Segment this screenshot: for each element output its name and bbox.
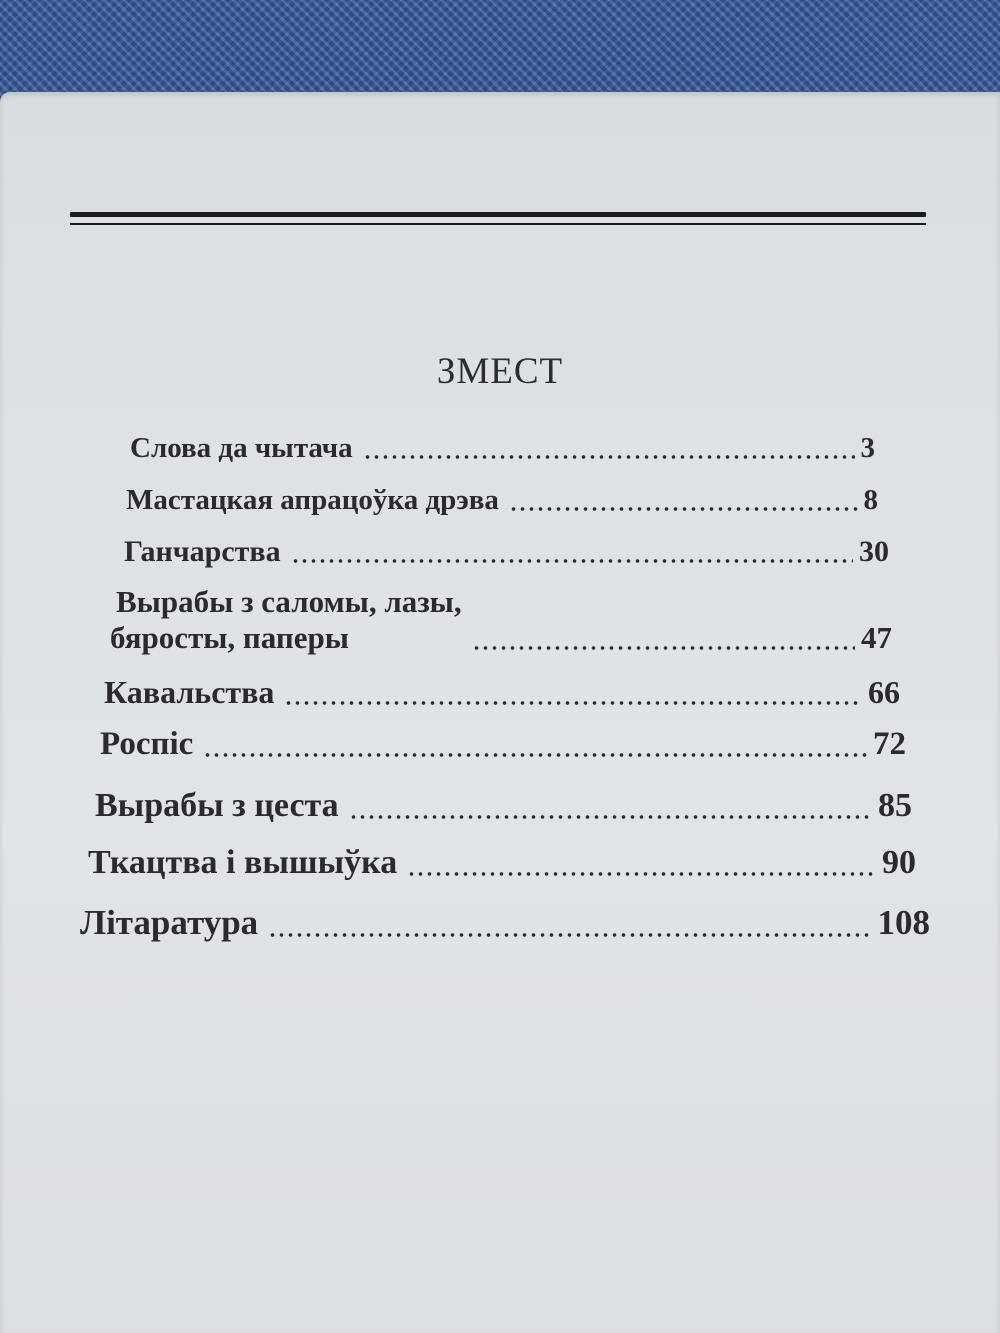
dot-leader bbox=[203, 753, 867, 757]
toc-entry-title-wrap bbox=[110, 584, 462, 656]
toc-entry-title-line2: бяросты, паперы bbox=[110, 620, 349, 655]
toc-entry-title: Ткацтва і вышыўка bbox=[88, 844, 398, 881]
toc-entry-title: Кавальства bbox=[104, 674, 275, 710]
toc-entry-title: Літаратура bbox=[80, 903, 259, 942]
table-of-contents bbox=[0, 92, 1000, 1333]
dot-leader bbox=[509, 507, 858, 511]
toc-entry bbox=[126, 484, 878, 517]
toc-entry bbox=[95, 787, 912, 825]
book-page bbox=[0, 92, 1000, 1333]
toc-entry bbox=[104, 674, 900, 711]
toc-entry bbox=[110, 584, 892, 656]
toc-entry-title: Слова да чытача bbox=[130, 432, 353, 464]
toc-entry-title: Ганчарства bbox=[124, 535, 281, 568]
dot-leader bbox=[349, 815, 872, 819]
toc-entry bbox=[100, 726, 906, 763]
toc-entry-title: Роспіс bbox=[100, 726, 194, 762]
toc-entry-page: 85 bbox=[878, 787, 912, 824]
toc-entry bbox=[88, 844, 916, 882]
toc-entry-title-line1: Вырабы з саломы, лазы, bbox=[116, 584, 462, 619]
dot-leader bbox=[363, 455, 855, 459]
toc-entry-title: Вырабы з цеста bbox=[95, 787, 339, 824]
toc-entry-page: 66 bbox=[868, 674, 900, 710]
contents-title: ЗМЕСТ bbox=[436, 351, 564, 392]
dot-leader bbox=[284, 701, 862, 705]
toc-entry-page: 3 bbox=[860, 432, 875, 464]
dot-leader bbox=[291, 559, 853, 563]
dot-leader bbox=[407, 872, 876, 876]
toc-entry-title: Мастацкая апрацоўка дрэва bbox=[126, 484, 499, 516]
toc-entry bbox=[130, 432, 875, 465]
dot-leader bbox=[472, 646, 855, 650]
toc-entry-page: 30 bbox=[859, 535, 889, 568]
dot-leader bbox=[268, 933, 871, 937]
toc-entry-page: 47 bbox=[861, 620, 892, 655]
toc-entry-page: 72 bbox=[873, 726, 906, 762]
toc-entry bbox=[80, 903, 930, 943]
toc-entry-page: 90 bbox=[882, 844, 916, 881]
toc-entry bbox=[124, 535, 889, 569]
toc-entry-page: 8 bbox=[863, 484, 878, 516]
toc-entry-page: 108 bbox=[877, 903, 930, 942]
